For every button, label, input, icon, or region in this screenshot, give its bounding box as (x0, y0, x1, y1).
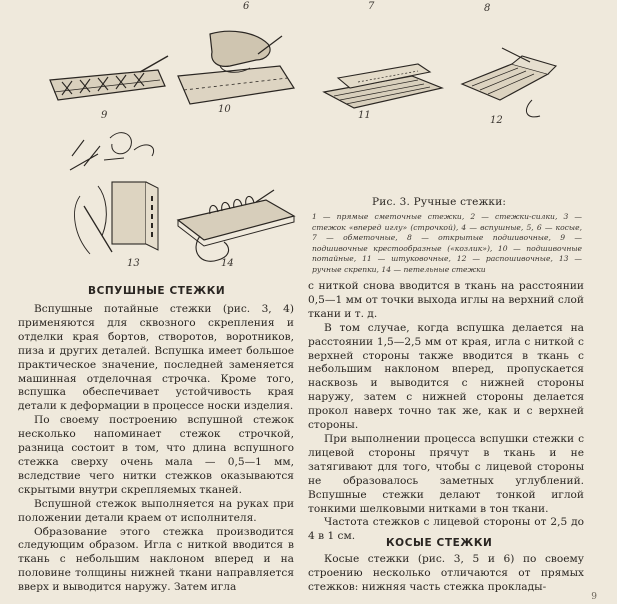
stitch-illustration-10 (170, 26, 300, 111)
figure-caption-body: 1 — прямые сметочные стежки, 2 — стежки-силки, 3 — стежок «вперед иглу» (строчкой), 4 — вспушные, 5, 6 — косые, 7 — обметочные, 8 — открытые подшивочные, 9 — подшивочные крестообразные («козлик»), 10 — подшивочные потайные, 11 — штуковочные, 12 — распошивочные, 13 — ручные скрепки, 14 — петельные стежки (312, 212, 582, 274)
page-number: 9 (591, 592, 597, 602)
right-column (308, 280, 584, 544)
figure-label-11: 11 (358, 110, 371, 121)
section-heading-vspushnye: ВСПУШНЫЕ СТЕЖКИ (88, 285, 226, 297)
figure-label-14: 14 (221, 258, 234, 269)
figure-label-9: 9 (101, 110, 108, 121)
right-paragraph-1: с ниткой снова вводится в ткань на расстоянии 0,5—1 мм от точки выхода иглы на верхний слой ткани и т. д. (308, 280, 584, 320)
right-paragraph-4: Частота стежков с лицевой стороны от 2,5 до 4 в 1 см. (308, 516, 584, 543)
stitch-illustration-14 (170, 186, 300, 272)
left-column (18, 303, 294, 595)
section-heading-kosye: КОСЫЕ СТЕЖКИ (386, 537, 493, 549)
right-paragraph-2: В том случае, когда вспушка делается на расстоянии 1,5—2,5 мм от края, игла с ниткой с верхней стороны также вводится в ткань с небольшим наклоном вперед, пропускается насквозь и выводится с нижней стороны наружу, затем с нижней стороны делается прокол наверх точно так же, как и с верхней стороны. (308, 321, 584, 432)
stitch-illustration-13 (50, 126, 170, 276)
figure-caption-title: Рис. 3. Ручные стежки: (372, 196, 507, 208)
figure-label-8: 8 (484, 3, 491, 14)
figure-label-7: 7 (368, 1, 375, 12)
stitch-illustration-12 (452, 44, 562, 122)
figure-label-6: 6 (243, 1, 250, 12)
figure-label-13: 13 (127, 258, 140, 269)
stitch-illustration-11 (318, 58, 448, 114)
left-paragraph-1: Вспушные потайные стежки (рис. 3, 4) применяются для сквозного скрепления и отделки края бортов, створотов, воротников, пиза и других деталей. Вспушка имеет большое практическое значение, последней заменяется машинная отделочная строчка. Кроме того, вспушка обеспечивает устойчивость края детали к деформации в процессе носки изделия. (18, 303, 294, 413)
left-paragraph-2: По своему построению вспушной стежок несколько напоминает стежок строчкой, разница состоит в том, что длина вспушного стежка сверху очень мала — 0,5—1 мм, вследствие чего нитки стежков оказываются скрытыми внутри скрепляемых тканей. (18, 414, 294, 496)
kosye-column (308, 553, 584, 595)
stitch-illustration-9 (40, 52, 170, 112)
figure-label-12: 12 (490, 115, 503, 126)
left-paragraph-3: Вспушной стежок выполняется на руках при положении детали краем от исполнителя. (18, 497, 294, 524)
right-paragraph-3: При выполнении процесса вспушки стежки с лицевой стороны прячут в ткань и не затягивают для того, чтобы с лицевой стороны не образовалось заметных углублений. Вспушные стежки делают тонкой иглой тонкими шелковыми нитками в тон ткани. (308, 432, 584, 515)
figure-label-10: 10 (218, 104, 231, 115)
left-paragraph-4: Образование этого стежка производится следующим образом. Игла с ниткой вводится в ткань с небольшим наклоном вперед и на половине толщины нижней ткани направляется вверх и выводится наружу. Затем игла (18, 525, 294, 594)
kosye-paragraph-1: Косые стежки (рис. 3, 5 и 6) по своему строению несколько отличаются от прямых стежков: нижняя часть стежка проклады- (308, 553, 584, 593)
